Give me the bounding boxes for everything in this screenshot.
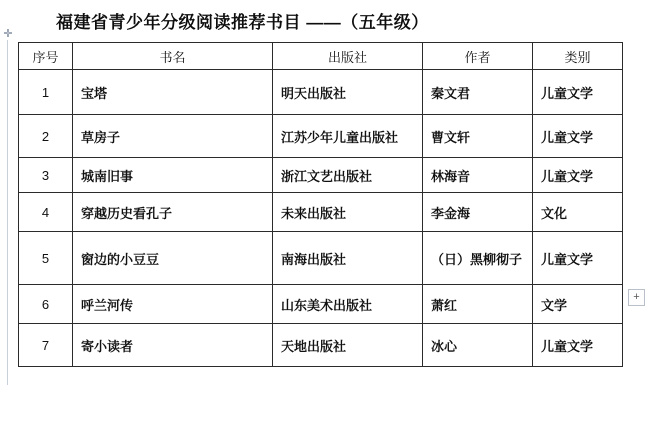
cell-author: （日）黑柳彻子 [423, 232, 533, 285]
cell-index: 2 [19, 115, 73, 158]
cell-author: 曹文轩 [423, 115, 533, 158]
cell-category: 儿童文学 [533, 232, 623, 285]
cell-author: 林海音 [423, 158, 533, 193]
cell-book-name: 城南旧事 [73, 158, 273, 193]
cell-index: 5 [19, 232, 73, 285]
table-row [19, 115, 623, 158]
table-row [19, 70, 623, 115]
cell-publisher: 未来出版社 [273, 193, 423, 232]
column-header-author: 作者 [423, 43, 533, 70]
book-table-container [18, 42, 622, 367]
cell-author: 萧红 [423, 285, 533, 324]
cell-index: 3 [19, 158, 73, 193]
table-row [19, 193, 623, 232]
cell-category: 文学 [533, 285, 623, 324]
cell-index: 7 [19, 324, 73, 367]
cell-publisher: 南海出版社 [273, 232, 423, 285]
book-table [18, 42, 623, 367]
cell-category: 文化 [533, 193, 623, 232]
table-header-row [19, 43, 623, 70]
cell-category: 儿童文学 [533, 324, 623, 367]
cell-publisher: 明天出版社 [273, 70, 423, 115]
plus-icon[interactable]: + [628, 289, 645, 306]
cell-book-name: 草房子 [73, 115, 273, 158]
cell-book-name: 宝塔 [73, 70, 273, 115]
cell-book-name: 呼兰河传 [73, 285, 273, 324]
cell-book-name: 穿越历史看孔子 [73, 193, 273, 232]
cell-publisher: 山东美术出版社 [273, 285, 423, 324]
column-header-index: 序号 [19, 43, 73, 70]
cell-index: 4 [19, 193, 73, 232]
cell-category: 儿童文学 [533, 70, 623, 115]
cell-book-name: 窗边的小豆豆 [73, 232, 273, 285]
page-title: 福建省青少年分级阅读推荐书目 ——（五年级） [56, 13, 429, 32]
cell-index: 6 [19, 285, 73, 324]
cell-category: 儿童文学 [533, 115, 623, 158]
table-row [19, 232, 623, 285]
cell-author: 冰心 [423, 324, 533, 367]
cell-category: 儿童文学 [533, 158, 623, 193]
cell-author: 秦文君 [423, 70, 533, 115]
table-row [19, 158, 623, 193]
column-header-category: 类别 [533, 43, 623, 70]
crosshair-move-icon[interactable]: ✛ [3, 28, 13, 40]
table-row [19, 324, 623, 367]
table-row [19, 285, 623, 324]
cell-book-name: 寄小读者 [73, 324, 273, 367]
column-header-book-name: 书名 [73, 43, 273, 70]
cell-publisher: 江苏少年儿童出版社 [273, 115, 423, 158]
left-margin-rule [7, 40, 8, 385]
cell-publisher: 浙江文艺出版社 [273, 158, 423, 193]
cell-publisher: 天地出版社 [273, 324, 423, 367]
column-header-publisher: 出版社 [273, 43, 423, 70]
cell-author: 李金海 [423, 193, 533, 232]
cell-index: 1 [19, 70, 73, 115]
